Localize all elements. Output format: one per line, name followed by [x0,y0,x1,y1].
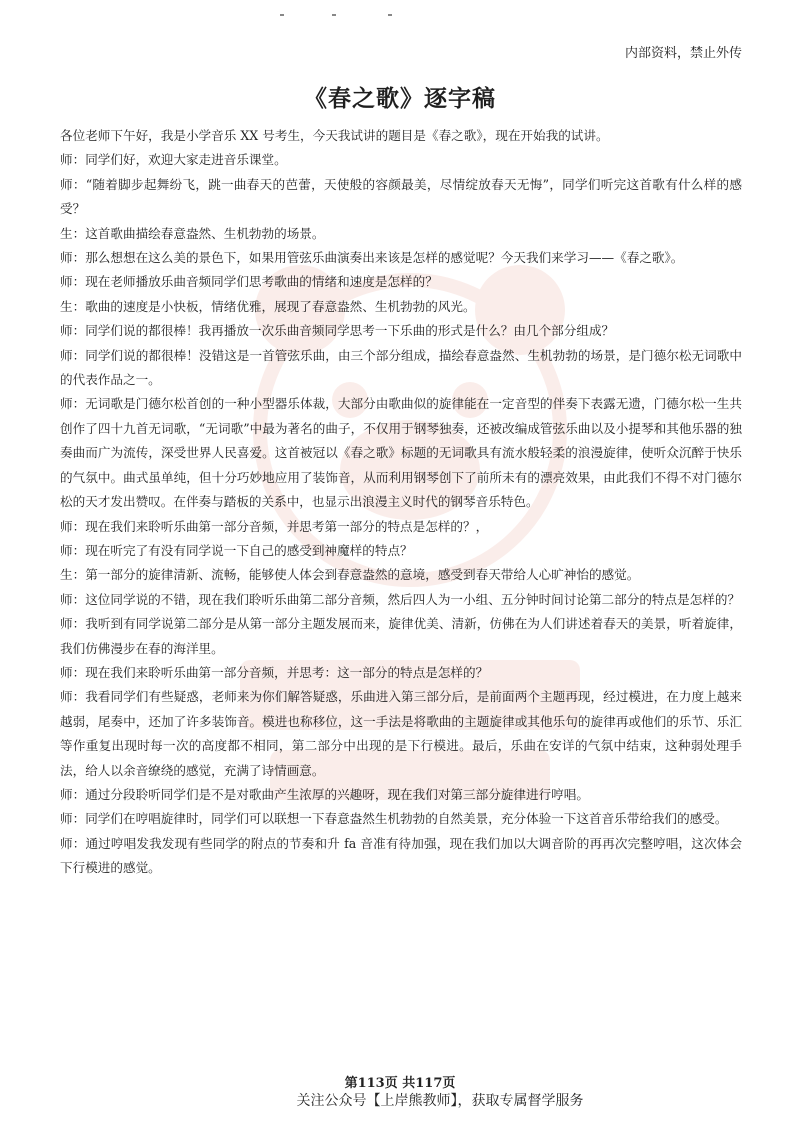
promo-text: 关注公众号【上岸熊教师】，获取专属督学服务 [296,1093,584,1109]
paragraph: 师：“随着脚步起舞纷飞，跳一曲春天的芭蕾，天使般的容颜最美，尽情绽放春天无悔”，同学们听完这首歌有什么样的感受？ [60,176,742,217]
paragraph: 师：现在我们来聆听乐曲第一部分音频，并思考：这一部分的特点是怎样的？ [60,664,489,680]
paragraph: 师：我看同学们有些疑惑，老师来为你们解答疑惑，乐曲进入第三部分后，是前面两个主题再现，经过模进，在力度上越来越弱，尾奏中，还加了许多装饰音。模进也称移位，这一手法是将歌曲的主题旋律或其他乐句的旋律再或他们的乐节、乐汇等作重复出现时每一次的高度都不相同，第二部分中出现的是下行模进。最后，乐曲在安详的气氛中结束，这种弱处理手法，给人以余音缭绕的感觉，充满了诗情画意。 [60,689,742,778]
paragraph: 师：同学们说的都很棒！我再播放一次乐曲音频同学思考一下乐曲的形式是什么？由几个部分组成？ [60,323,615,339]
paragraph: 师：同学们说的都很棒！没错这是一首管弦乐曲，由三个部分组成，描绘春意盎然、生机勃勃的场景，是门德尔松无词歌中的代表作品之一。 [60,347,742,388]
paragraph: 师：现在听完了有没有同学说一下自己的感受到神魔样的特点？ [60,542,413,558]
transcript-body [60,124,742,881]
paragraph: 师：通过哼唱发我发现有些同学的附点的节奏和升 fa 音准有待加强，现在我们加以大调音阶的再再次完整哼唱，这次体会下行模进的感觉。 [60,835,742,876]
paragraph: 师：同学们在哼唱旋律时，同学们可以联想一下春意盎然生机勃勃的自然美景，充分体验一下这首音乐带给我们的感受。 [60,811,728,827]
paragraph: 师：我听到有同学说第二部分是从第一部分主题发展而来，旋律优美、清新，仿佛在为人们讲述着春天的美景，听着旋律，我们仿佛漫步在春的海洋里。 [60,616,742,656]
document-title: 《春之歌》逐字稿 [304,85,496,112]
paragraph: 生：歌曲的速度是小快板，情绪优雅，展现了春意盎然、生机勃勃的风光。 [60,298,476,314]
scan-marks [270,14,400,20]
paragraph: 各位老师下午好，我是小学音乐 XX 号考生，今天我试讲的题目是《春之歌》，现在开始我的试讲。 [60,128,609,143]
paragraph: 师：那么想想在这么美的景色下，如果用管弦乐曲演奏出来该是怎样的感觉呢？今天我们来学习——《春之歌》。 [60,250,684,266]
paragraph: 师：同学们好，欢迎大家走进音乐课堂。 [60,152,287,168]
paragraph: 生：第一部分的旋律清新、流畅，能够使人体会到春意盎然的意境，感受到春天带给人心旷神怡的感觉。 [60,567,640,583]
paragraph: 师：这位同学说的不错，现在我们聆听乐曲第二部分音频，然后四人为一小组、五分钟时间讨论第二部分的特点是怎样的？ [60,591,741,607]
paragraph: 师：无词歌是门德尔松首创的一种小型器乐体裁，大部分由歌曲似的旋律能在一定音型的伴奏下表露无遗，门德尔松一生共创作了四十九首无词歌，“无词歌”中最为著名的曲子，不仅用于钢琴独奏，还被改编成管弦乐曲以及小提琴和其他乐器的独奏曲而广为流传，深受世界人民喜爱。这首被冠以《春之歌》标题的无词歌具有流水般轻柔的浪漫旋律，使听众沉醉于快乐的气氛中。曲式虽单纯，但十分巧妙地应用了装饰音，从而利用钢琴创下了前所未有的漂亮效果，由此我们不得不对门德尔松的天才发出赞叹。在伴奏与踏板的关系中，也显示出浪漫主义时代的钢琴音乐特色。 [60,396,742,510]
confidential-note: 内部资料，禁止外传 [624,46,742,61]
paragraph: 师：现在老师播放乐曲音频同学们思考歌曲的情绪和速度是怎样的？ [60,274,438,290]
paragraph: 生：这首歌曲描绘春意盎然、生机勃勃的场景。 [60,225,325,241]
page-number: 第113页 共117页 [344,1076,456,1091]
paragraph: 师：现在我们来聆听乐曲第一部分音频，并思考第一部分的特点是怎样的？， [60,518,489,534]
paragraph: 师：通过分段聆听同学们是不是对歌曲产生浓厚的兴趣呀，现在我们对第三部分旋律进行哼唱。 [60,786,589,802]
